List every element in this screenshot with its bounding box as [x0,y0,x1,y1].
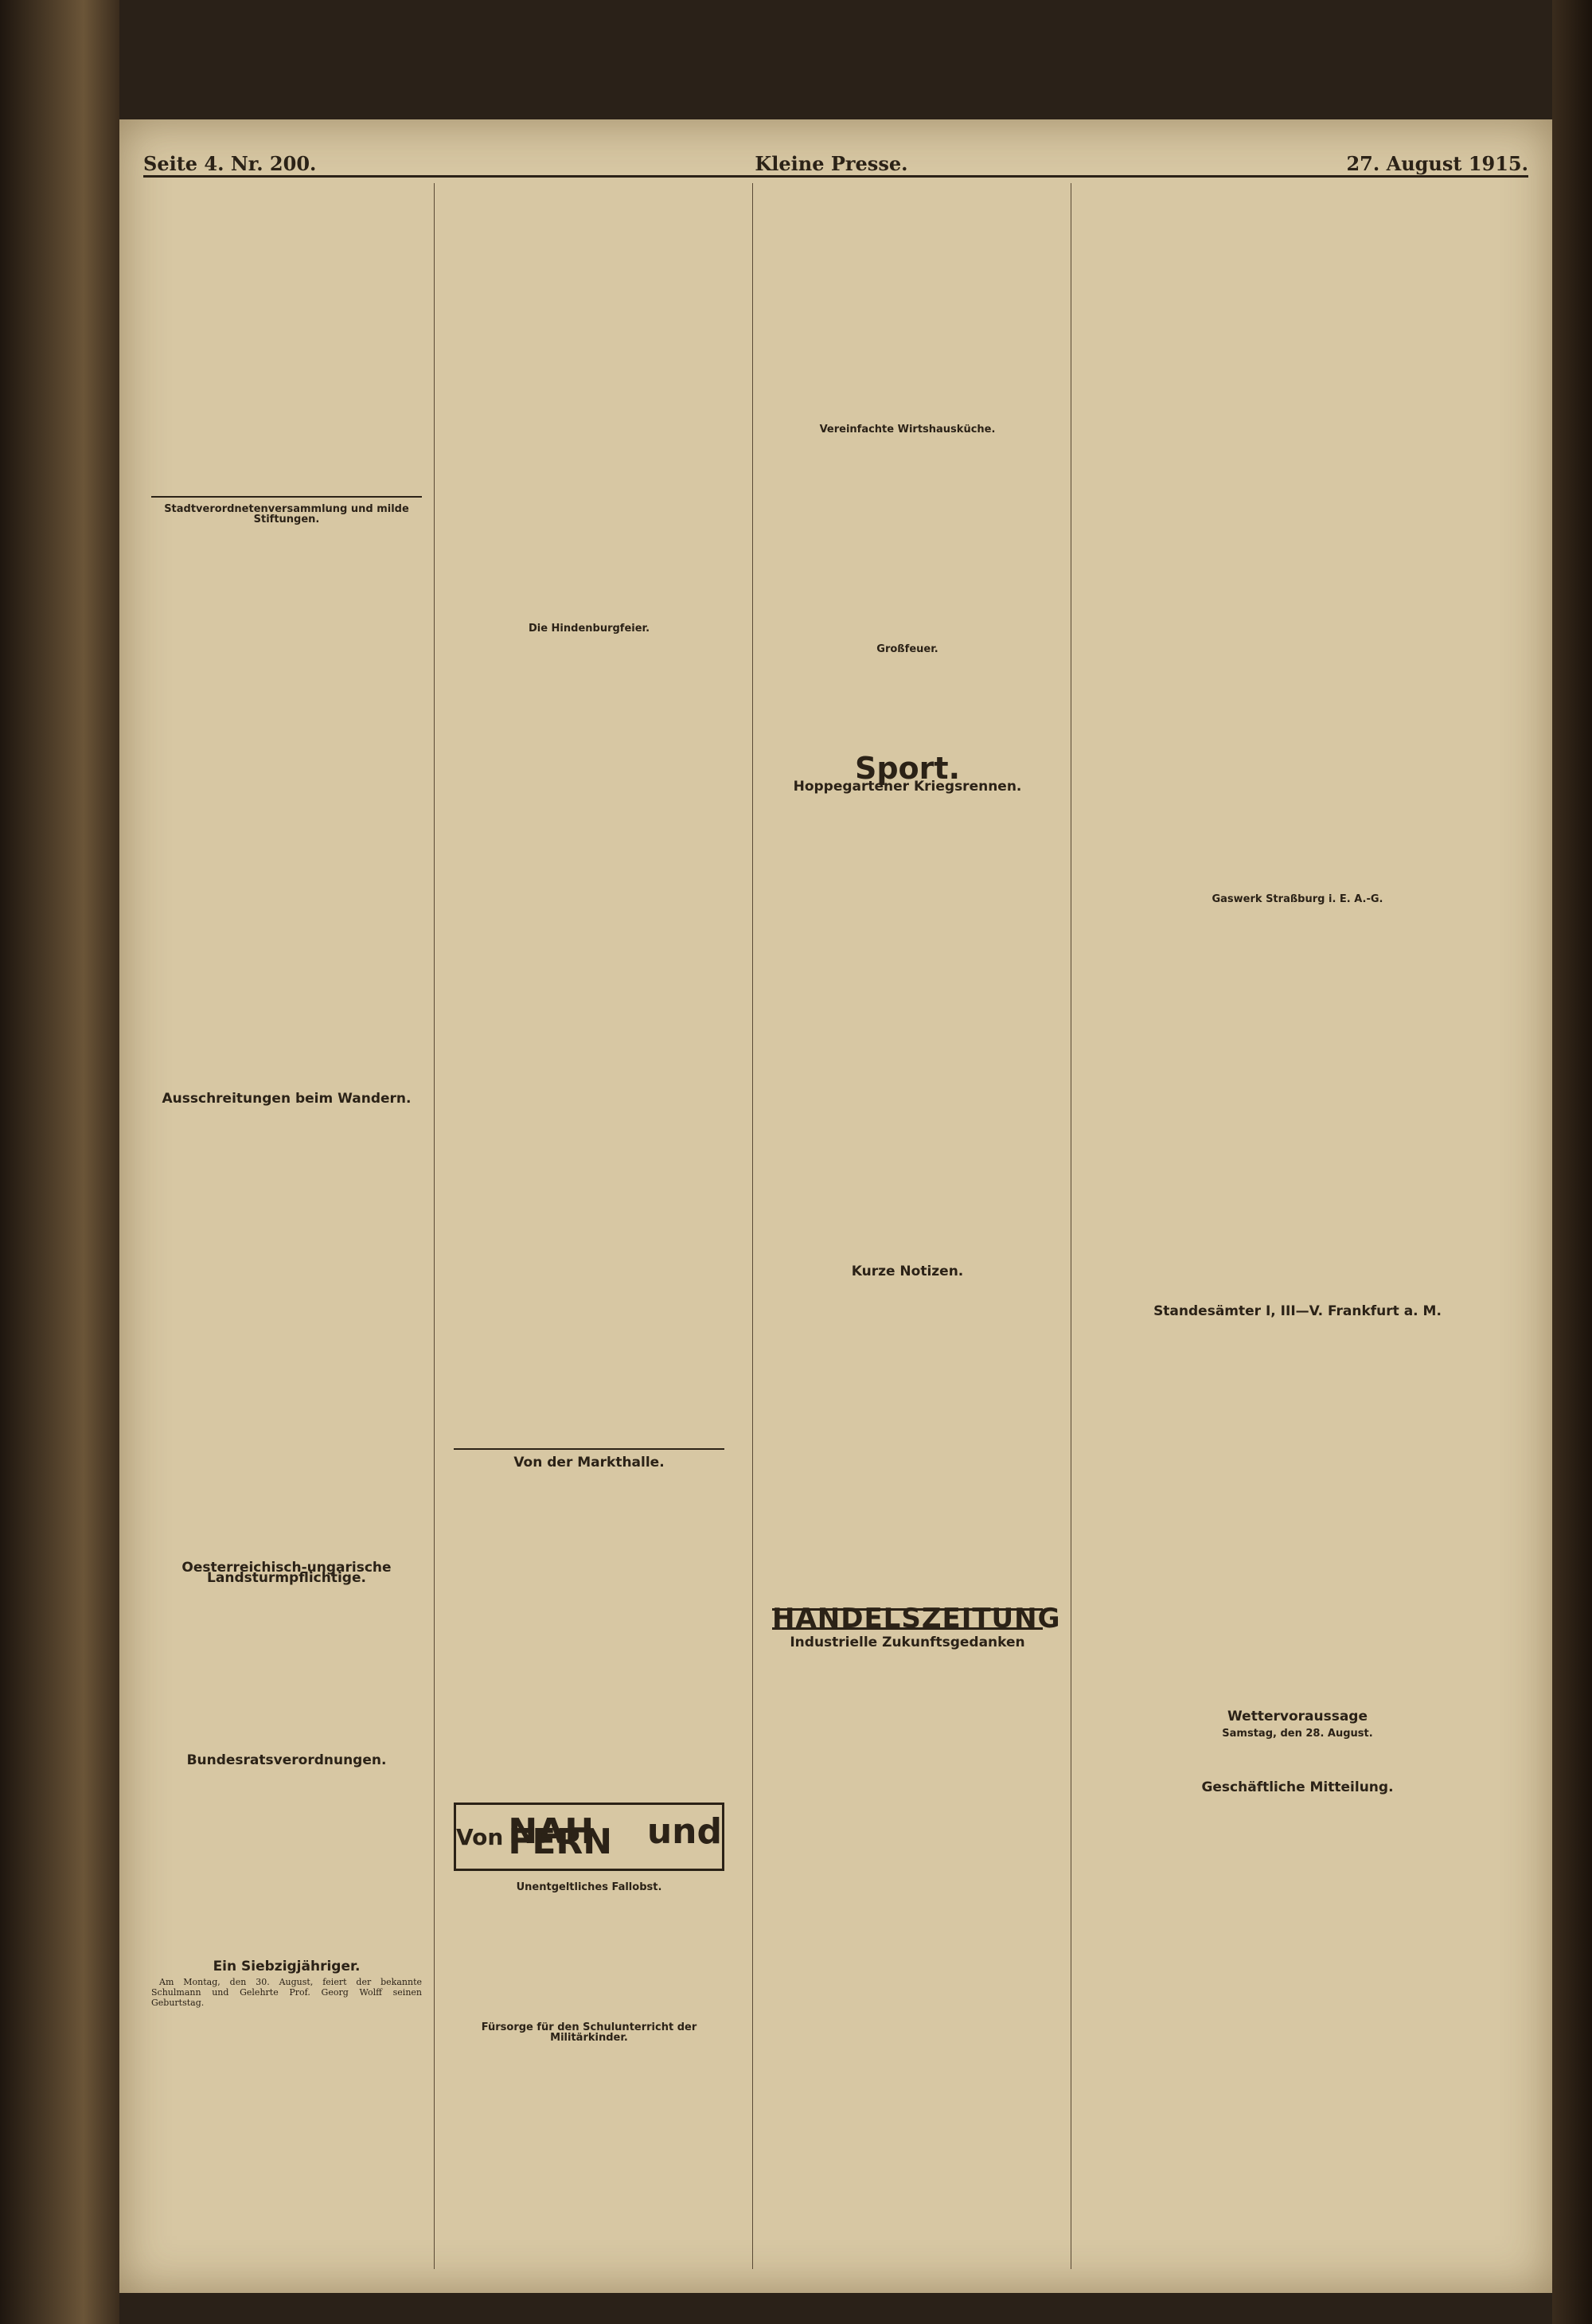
column-rule [752,183,753,2269]
text-block [772,1282,1043,1600]
subheading: Samstag, den 28. August. [1222,1728,1373,1740]
text-block [151,1109,422,1555]
handelszeitung-heading: HANDELSZEITUNG [772,1603,1061,1635]
paragraph: Am Montag, den 30. August, feiert der bekannte Schulmann und Gelehrte Prof. Georg Wolff seinen Geburtstag. [151,1977,422,2008]
text-block [151,187,422,490]
text-block [1091,908,1504,1299]
text-block [454,1896,724,2016]
book-spine [0,0,119,2324]
heading: Ein Siebzigjähriger. [213,1959,361,1974]
text-block [1091,187,1504,888]
text-block [454,1473,724,1791]
heading: Hoppegartener Kriegsrennen. [793,779,1022,795]
page-header [143,143,1528,178]
page-number: Seite 4. Nr. 200. [143,152,317,175]
text-block [772,439,1043,638]
heading: Wettervoraussage [1227,1709,1368,1724]
heading: Industrielle Zukunftsgedanken [790,1635,1025,1650]
text-block [151,1771,422,1954]
heading: Bundesratsverordnungen. [186,1752,387,1768]
heading: Oesterreichisch-ungarische Landsturmpflichtige. [181,1560,392,1586]
newspaper-page [119,119,1552,2293]
banner-title: NAH und FERN [508,1811,722,1862]
heading: Vereinfachte Wirtshausküche. [819,424,996,436]
issue-date: 27. August 1915. [1346,152,1528,175]
text-block [151,1588,422,1748]
column-3 [772,187,1061,1653]
heading: Ausschreitungen beim Wandern. [162,1091,412,1107]
heading: Von der Markthalle. [513,1455,665,1471]
heading: Unentgeltliches Fallobst. [516,1881,662,1893]
column-rule [434,183,435,2269]
heading: Standesämter I, III—V. Frankfurt a. M. [1153,1303,1442,1319]
text-block [772,187,1043,418]
text-block [454,638,724,1442]
page-edge [1552,0,1592,2324]
text-block [1091,1322,1504,1704]
heading: Großfeuer. [876,643,938,655]
heading: Die Hindenburgfeier. [528,623,650,635]
heading: Gaswerk Straßburg i. E. A.-G. [1212,893,1383,905]
text-block [772,797,1043,1259]
sport-heading: Sport. [854,751,961,786]
heading: Geschäftliche Mitteilung. [1201,1779,1394,1795]
text-block [772,658,1043,754]
column-2 [454,187,724,2047]
heading: Fürsorge für den Schulunterricht der Militärkinder. [481,2021,697,2044]
banner-prefix: Von [456,1823,504,1850]
masthead: Kleine Presse. [755,152,908,175]
heading: Stadtverordnetenversammlung und milde Stiftungen. [164,503,409,525]
von-nah-und-fern-banner [454,1803,724,1871]
heading: Kurze Notizen. [851,1264,964,1279]
text-block [454,187,724,617]
text-block [151,529,422,1086]
column-1 [151,187,422,2013]
column-4 [1091,187,1504,1798]
text-block [1091,1743,1504,1775]
